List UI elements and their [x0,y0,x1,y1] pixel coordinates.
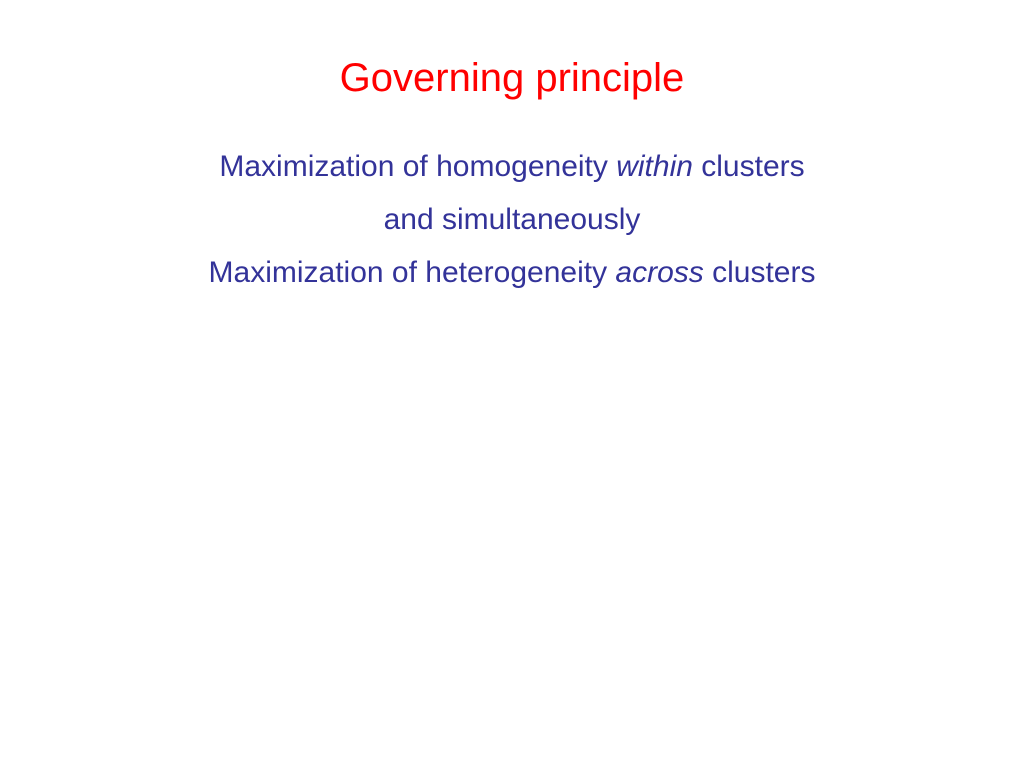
line3-text: Maximization of heterogeneity [208,256,616,289]
body-line-homogeneity [0,140,1024,193]
slide-body [0,140,1024,299]
line3-tail: clusters [703,256,816,289]
line1-tail: clusters [692,150,805,183]
line1-emphasis: within [616,150,693,183]
slide-title: Governing principle [339,56,685,100]
line3-emphasis: across [615,256,704,289]
line1-text: Maximization of homogeneity [219,150,617,183]
body-line-heterogeneity [0,246,1024,299]
body-line-conjunction: and simultaneously [383,203,641,236]
